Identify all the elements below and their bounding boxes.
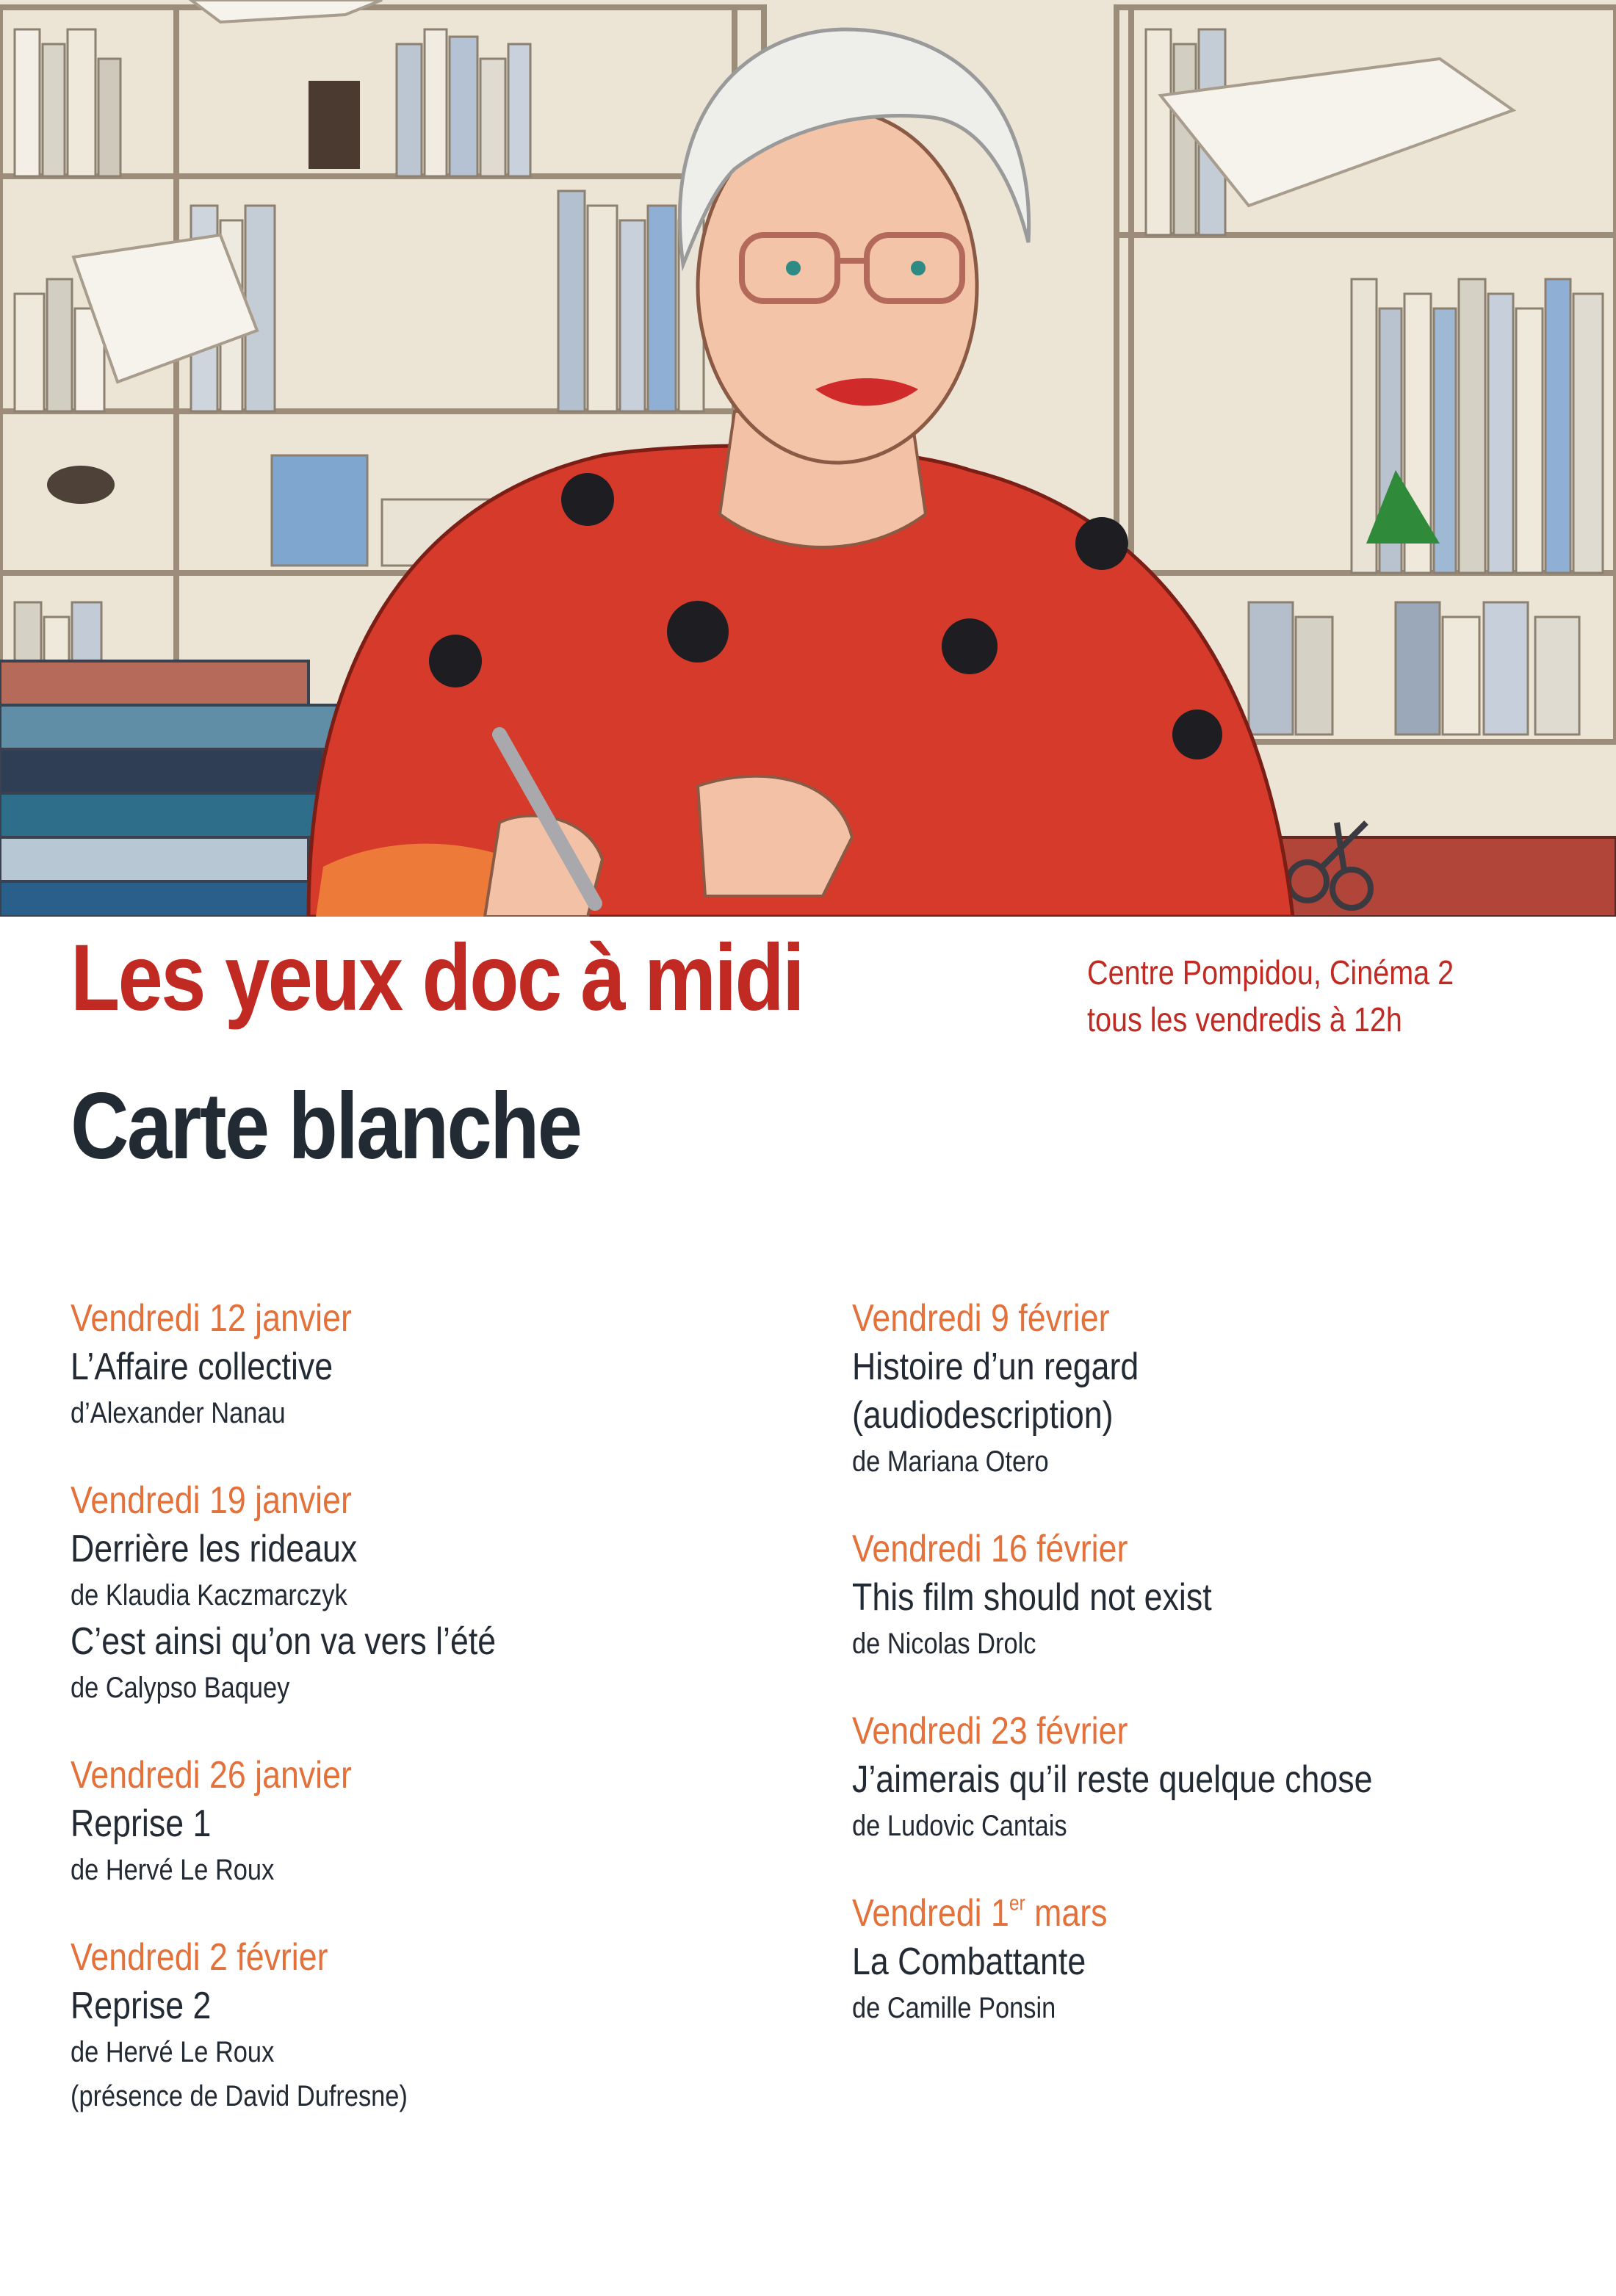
film-title: Derrière les rideaux [71,1528,358,1570]
film-title: Reprise 2 [71,1985,212,2027]
page-title: Les yeux doc à midi [71,925,804,1030]
bowl-icon [47,466,115,504]
film-title: This film should not exist [852,1576,1212,1619]
figurine-icon [309,81,360,169]
film-title: L’Affaire collective [71,1346,333,1388]
event-item [852,1525,1587,1666]
film-director: de Calypso Baquey [71,1672,290,1704]
venue-schedule: tous les vendredis à 12h [1087,1000,1402,1039]
film-title: Histoire d’un regard [852,1346,1139,1388]
event-date: Vendredi 23 février [852,1710,1128,1752]
schedule-column-right [852,1294,1587,2071]
film-director: de Ludovic Cantais [852,1810,1067,1842]
event-date-suffix: mars [1025,1892,1108,1935]
film-director: de Nicolas Drolc [852,1628,1036,1660]
event-item [852,1889,1587,2030]
film-title: J’aimerais qu’il reste quelque chose [852,1758,1373,1801]
event-item [71,1476,805,1710]
film-title: C’est ainsi qu’on va vers l’été [71,1620,497,1663]
film-title: La Combattante [852,1941,1086,1983]
film-director: de Camille Ponsin [852,1992,1056,2024]
event-item [71,1933,805,2118]
film-title: Reprise 1 [71,1802,212,1845]
film-director: d’Alexander Nanau [71,1397,286,1429]
event-item [852,1294,1587,1484]
header-illustration [0,0,1616,917]
event-date: Vendredi 16 février [852,1528,1128,1570]
event-date-prefix: Vendredi 1 [852,1892,1009,1935]
venue-location: Centre Pompidou, Cinéma 2 [1087,953,1454,992]
event-date [852,1889,1484,1938]
film-director: de Mariana Otero [852,1445,1049,1478]
film-director: de Hervé Le Roux [71,2036,275,2068]
venue-info [1087,949,1454,1043]
schedule-column-left [71,1294,805,2159]
film-note: (présence de David Dufresne) [71,2080,408,2112]
page-subtitle: Carte blanche [71,1074,581,1179]
event-item [71,1751,805,1892]
book-stack-icon [0,661,353,917]
event-date: Vendredi 2 février [71,1936,328,1979]
film-director: de Klaudia Kaczmarczyk [71,1579,347,1611]
film-title-note: (audiodescription) [852,1394,1114,1437]
event-date-ordinal: er [1009,1891,1025,1916]
film-director: de Hervé Le Roux [71,1854,275,1886]
event-date: Vendredi 26 janvier [71,1754,352,1797]
event-date: Vendredi 19 janvier [71,1479,352,1522]
event-item [71,1294,805,1435]
event-date: Vendredi 12 janvier [71,1297,352,1340]
event-item [852,1707,1587,1848]
event-date: Vendredi 9 février [852,1297,1110,1340]
